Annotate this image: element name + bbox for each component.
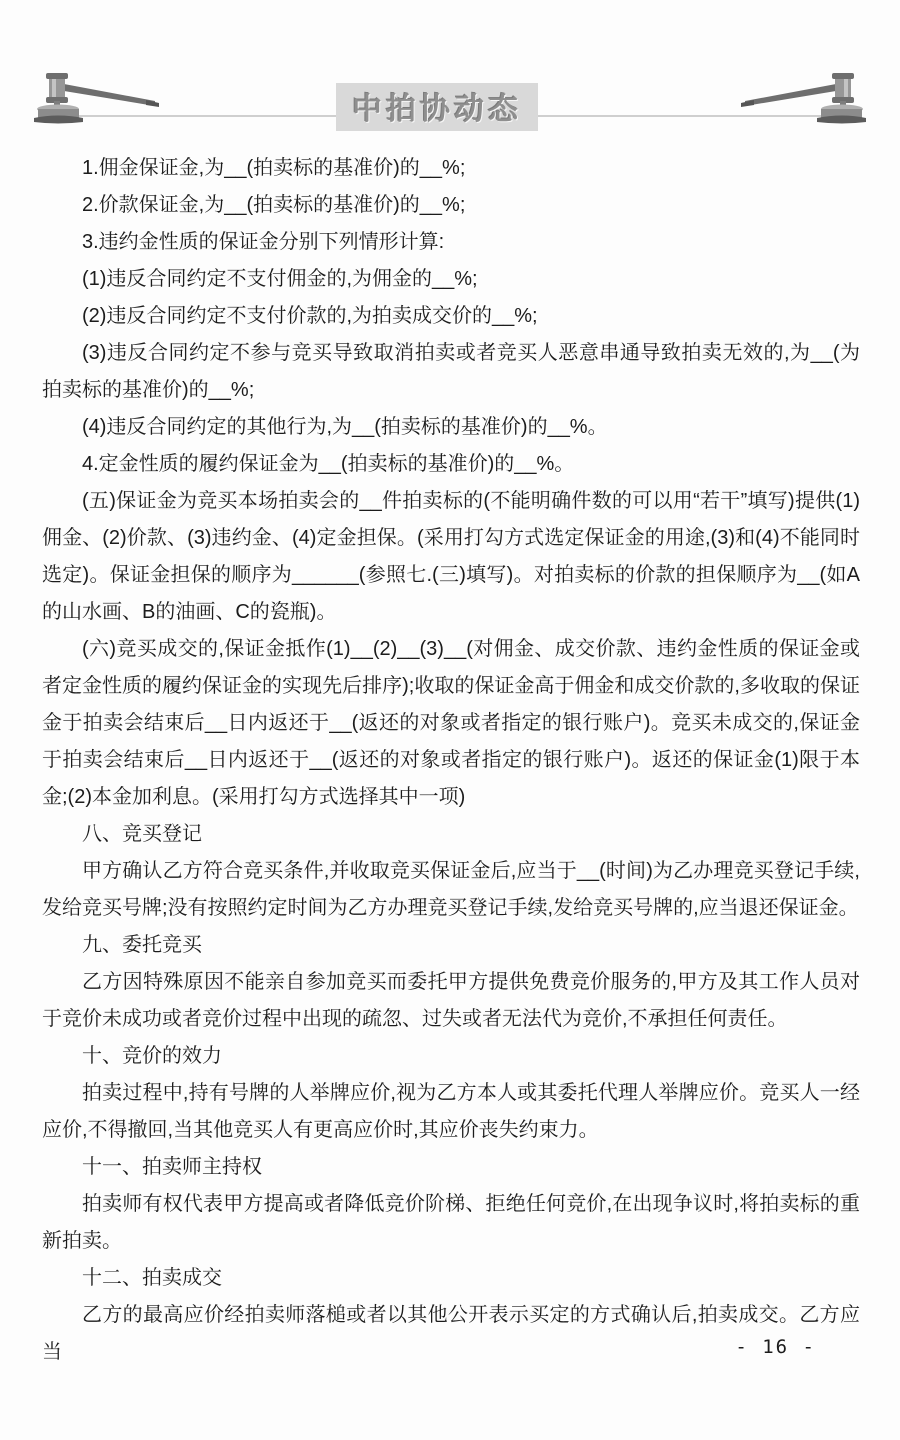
- paragraph: 乙方的最高应价经拍卖师落槌或者以其他公开表示买定的方式确认后,拍卖成交。乙方应当: [42, 1304, 860, 1363]
- paragraph: (4)违反合同约定的其他行为,为__(拍卖标的基准价)的__%。: [82, 416, 608, 438]
- paragraph: (六)竞买成交的,保证金抵作(1)__(2)__(3)__(对佣金、成交价款、违约金性质的保证金或者定金性质的履约保证金的实现先后排序);收取的保证金高于佣金和成交价款的,多收取的保证金于拍卖会结束后__日内返还于__(返还的对象或者指定的银行账户)。竞买未成交的,保证金于拍卖会结束后__日内返还于__(返还的对象或者指定的银行账户)。返还的保证金(1)限于本金;(2)本金加利息。(采用打勾方式选择其中一项): [42, 638, 860, 808]
- gavel-icon: [28, 72, 163, 124]
- paragraph: 拍卖过程中,持有号牌的人举牌应价,视为乙方本人或其委托代理人举牌应价。竞买人一经应价,不得撤回,当其他竞买人有更高应价时,其应价丧失约束力。: [42, 1082, 860, 1141]
- paragraph: 十二、拍卖成交: [82, 1267, 222, 1289]
- paragraph: 2.价款保证金,为__(拍卖标的基准价)的__%;: [82, 194, 466, 216]
- document-body: [42, 150, 860, 1371]
- paragraph: 甲方确认乙方符合竞买条件,并收取竞买保证金后,应当于__(时间)为乙办理竞买登记手续,发给竞买号牌;没有按照约定时间为乙方办理竞买登记手续,发给竞买号牌的,应当退还保证金。: [42, 860, 860, 919]
- paragraph: 4.定金性质的履约保证金为__(拍卖标的基准价)的__%。: [82, 453, 575, 475]
- paragraph: 九、委托竞买: [82, 934, 202, 956]
- page-number: - 16 -: [735, 1336, 816, 1358]
- paragraph: 1.佣金保证金,为__(拍卖标的基准价)的__%;: [82, 157, 466, 179]
- paragraph: (2)违反合同约定不支付价款的,为拍卖成交价的__%;: [82, 305, 538, 327]
- paragraph: (五)保证金为竞买本场拍卖会的__件拍卖标的(不能明确件数的可以用“若干”填写)提供(1)佣金、(2)价款、(3)违约金、(4)定金担保。(采用打勾方式选定保证金的用途,(3)和(4)不能同时选定)。保证金担保的顺序为______(参照七.(三)填写)。对拍卖标的价款的担保顺序为__(如A 的山水画、B的油画、C的瓷瓶)。: [42, 490, 860, 623]
- paragraph: 十一、拍卖师主持权: [82, 1156, 262, 1178]
- paragraph: (1)违反合同约定不支付佣金的,为佣金的__%;: [82, 268, 478, 290]
- paragraph: 十、竞价的效力: [82, 1045, 222, 1067]
- paragraph: 拍卖师有权代表甲方提高或者降低竞价阶梯、拒绝任何竞价,在出现争议时,将拍卖标的重新拍卖。: [42, 1193, 860, 1252]
- paragraph: 乙方因特殊原因不能亲自参加竞买而委托甲方提供免费竞价服务的,甲方及其工作人员对于竞价未成功或者竞价过程中出现的疏忽、过失或者无法代为竞价,不承担任何责任。: [42, 971, 860, 1030]
- page-title: 中拍协动态: [336, 83, 538, 131]
- paragraph: 八、竞买登记: [82, 823, 202, 845]
- paragraph: (3)违反合同约定不参与竞买导致取消拍卖或者竞买人恶意串通导致拍卖无效的,为__(为拍卖标的基准价)的__%;: [42, 342, 860, 401]
- paragraph: 3.违约金性质的保证金分别下列情形计算:: [82, 231, 445, 253]
- gavel-icon: [737, 72, 872, 124]
